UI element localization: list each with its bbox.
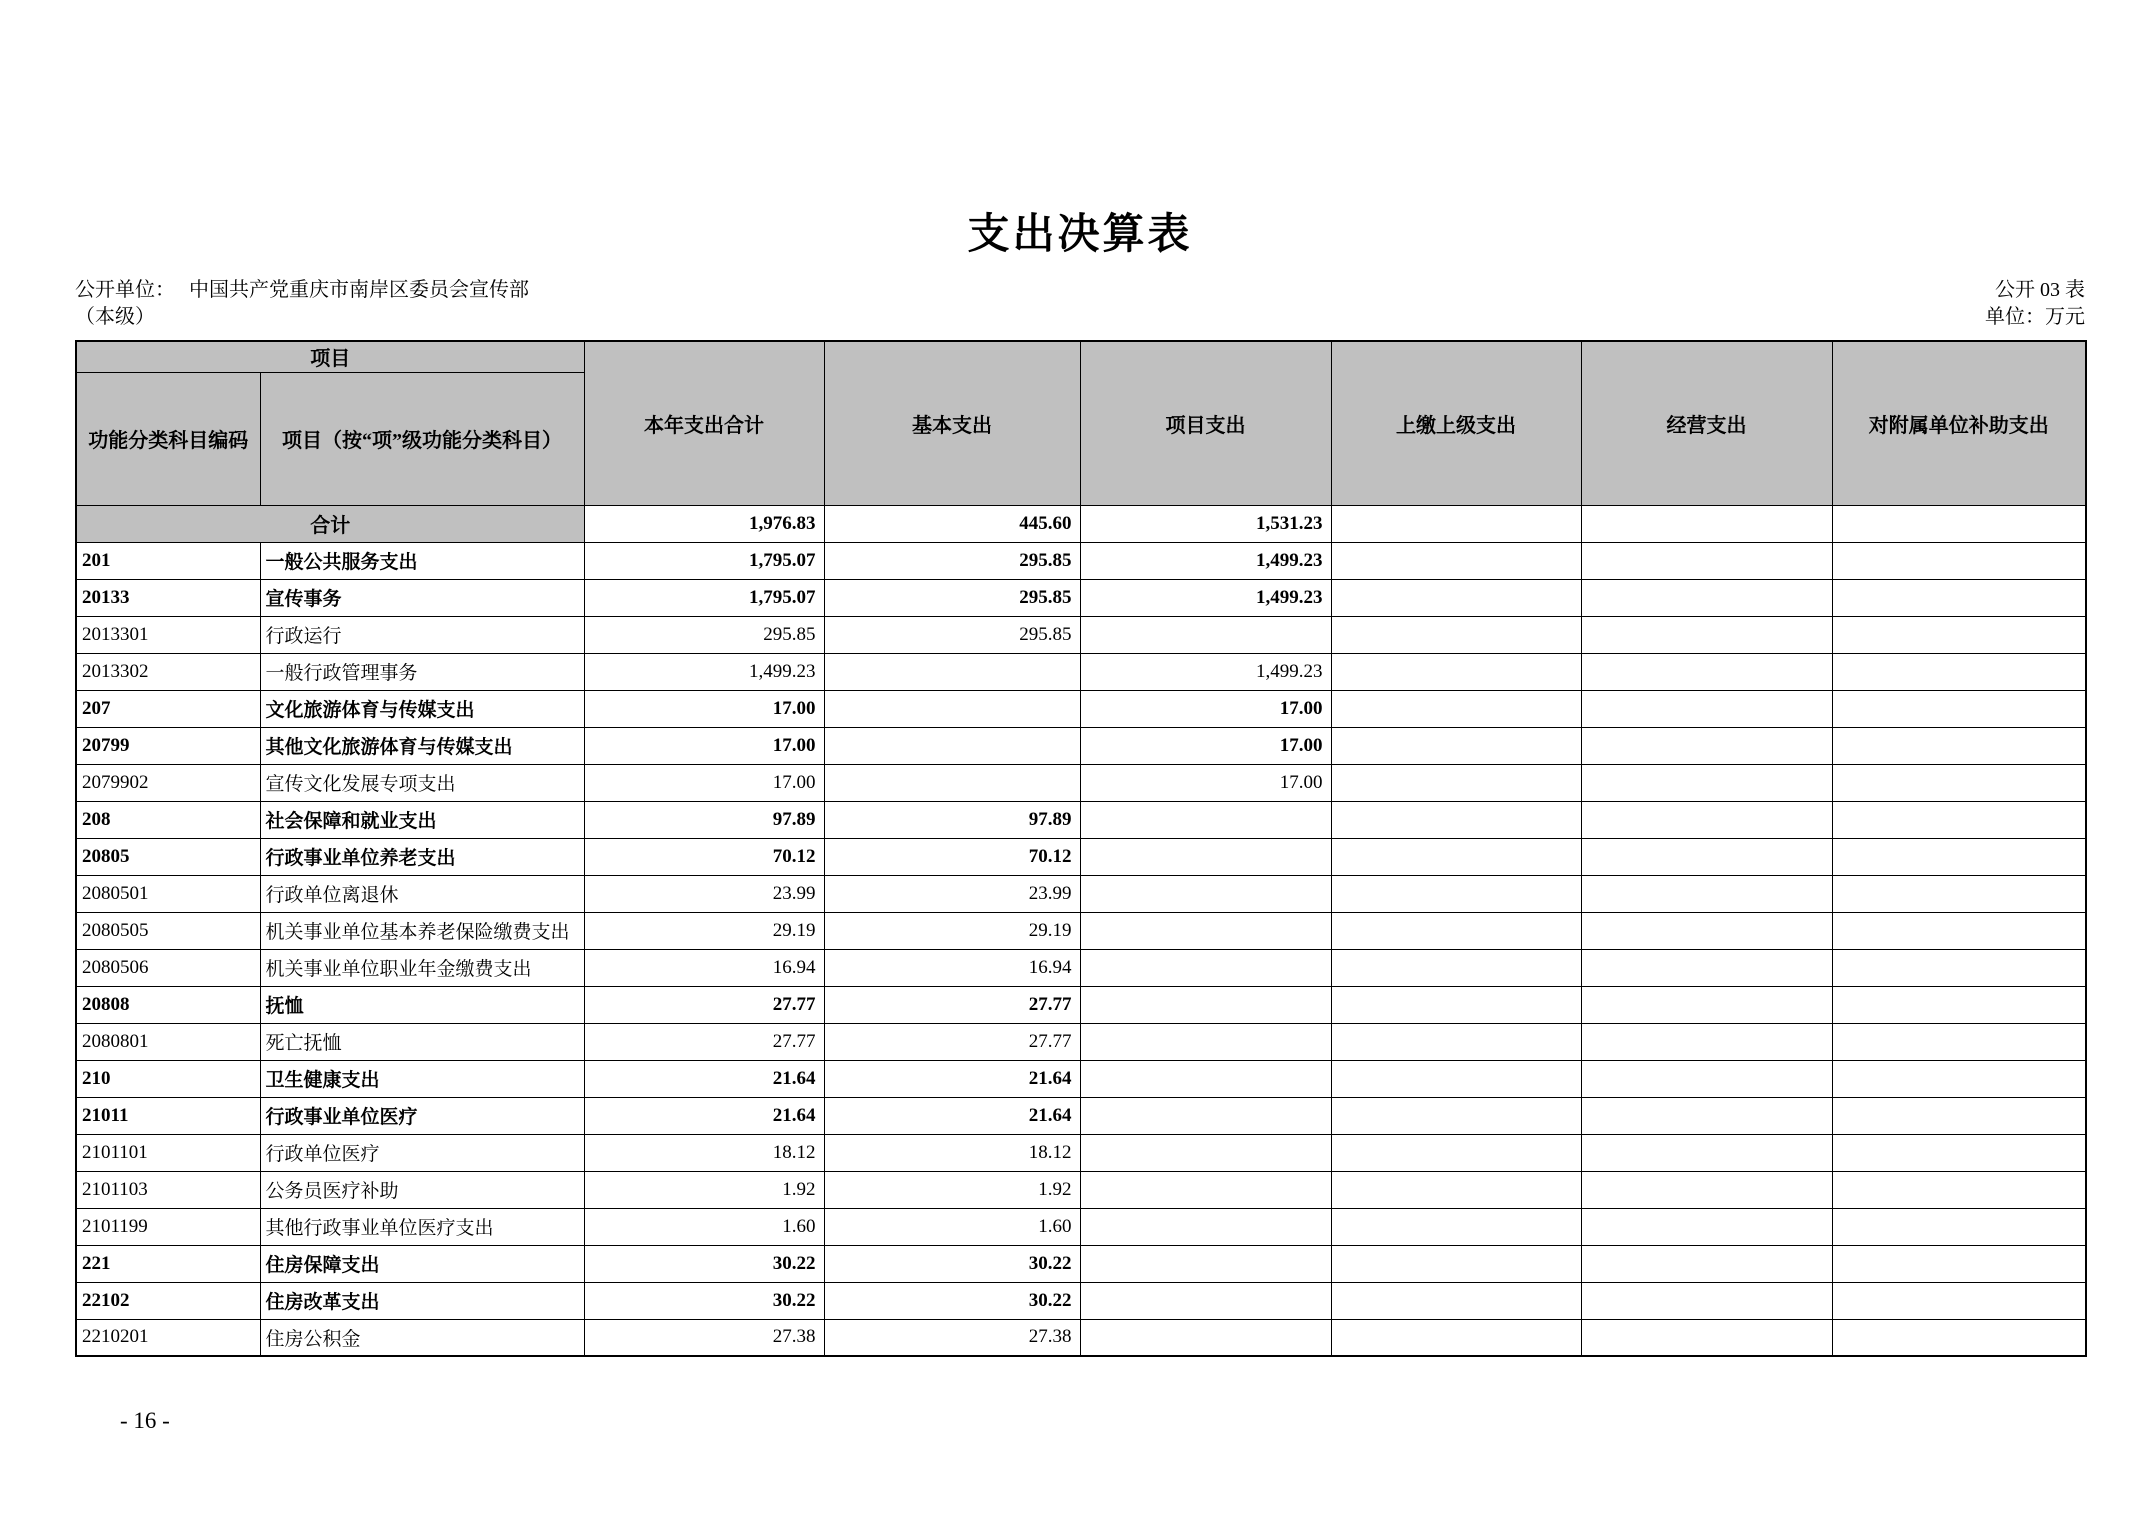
row-value-cell-2 — [1080, 949, 1331, 986]
row-value-cell-5 — [1832, 801, 2086, 838]
table-row — [76, 801, 2086, 838]
row-value-cell-2: 1,499.23 — [1080, 653, 1331, 690]
row-value-cell-2 — [1080, 1208, 1331, 1245]
row-value-cell-3 — [1331, 801, 1581, 838]
row-code-cell: 2101199 — [76, 1208, 260, 1245]
row-item-cell: 宣传事务 — [260, 579, 584, 616]
row-value-cell-5 — [1832, 1319, 2086, 1356]
row-value-cell-5 — [1832, 579, 2086, 616]
row-value-cell-5 — [1832, 1208, 2086, 1245]
row-value-cell-0: 27.77 — [584, 1023, 824, 1060]
total-value-cell-4 — [1581, 505, 1832, 542]
row-value-cell-2 — [1080, 875, 1331, 912]
meta-unit-line — [75, 277, 529, 304]
table-row — [76, 764, 2086, 801]
row-value-cell-0: 21.64 — [584, 1097, 824, 1134]
row-value-cell-1 — [824, 764, 1080, 801]
row-value-cell-1: 30.22 — [824, 1245, 1080, 1282]
row-item-cell: 宣传文化发展专项支出 — [260, 764, 584, 801]
row-value-cell-4 — [1581, 1282, 1832, 1319]
header-value-column-4: 经营支出 — [1581, 341, 1832, 505]
row-value-cell-5 — [1832, 1060, 2086, 1097]
row-value-cell-1: 29.19 — [824, 912, 1080, 949]
table-row — [76, 653, 2086, 690]
table-row — [76, 1023, 2086, 1060]
row-value-cell-2 — [1080, 1282, 1331, 1319]
table-row — [76, 1171, 2086, 1208]
row-code-cell: 2210201 — [76, 1319, 260, 1356]
row-item-cell: 文化旅游体育与传媒支出 — [260, 690, 584, 727]
row-value-cell-4 — [1581, 1097, 1832, 1134]
row-value-cell-1: 27.38 — [824, 1319, 1080, 1356]
expenditure-table — [75, 340, 2087, 1357]
table-row — [76, 1282, 2086, 1319]
row-item-cell: 行政事业单位养老支出 — [260, 838, 584, 875]
table-header — [76, 341, 2086, 505]
meta-unit-level: （本级） — [75, 306, 155, 328]
document-content — [75, 0, 2085, 1357]
row-value-cell-1: 97.89 — [824, 801, 1080, 838]
row-item-cell: 机关事业单位职业年金缴费支出 — [260, 949, 584, 986]
row-value-cell-0: 18.12 — [584, 1134, 824, 1171]
row-item-cell: 住房保障支出 — [260, 1245, 584, 1282]
row-code-cell: 20805 — [76, 838, 260, 875]
row-item-cell: 其他文化旅游体育与传媒支出 — [260, 727, 584, 764]
row-item-cell: 住房公积金 — [260, 1319, 584, 1356]
row-value-cell-2 — [1080, 1319, 1331, 1356]
row-value-cell-0: 1,499.23 — [584, 653, 824, 690]
row-code-cell: 201 — [76, 542, 260, 579]
row-value-cell-2 — [1080, 1171, 1331, 1208]
row-value-cell-4 — [1581, 912, 1832, 949]
row-code-cell: 20133 — [76, 579, 260, 616]
meta-unit-label: 公开单位： — [75, 279, 175, 301]
total-value-cell-5 — [1832, 505, 2086, 542]
table-row — [76, 1060, 2086, 1097]
row-value-cell-4 — [1581, 1060, 1832, 1097]
row-value-cell-5 — [1832, 1097, 2086, 1134]
row-value-cell-0: 17.00 — [584, 764, 824, 801]
row-value-cell-0: 29.19 — [584, 912, 824, 949]
row-value-cell-1: 295.85 — [824, 542, 1080, 579]
row-value-cell-5 — [1832, 1023, 2086, 1060]
row-code-cell: 210 — [76, 1060, 260, 1097]
table-row — [76, 1208, 2086, 1245]
row-value-cell-5 — [1832, 690, 2086, 727]
header-value-column-5: 对附属单位补助支出 — [1832, 341, 2086, 505]
header-value-column-3: 上缴上级支出 — [1331, 341, 1581, 505]
row-code-cell: 207 — [76, 690, 260, 727]
row-item-cell: 行政运行 — [260, 616, 584, 653]
row-value-cell-1 — [824, 653, 1080, 690]
row-value-cell-5 — [1832, 912, 2086, 949]
row-value-cell-5 — [1832, 986, 2086, 1023]
row-value-cell-1: 21.64 — [824, 1060, 1080, 1097]
row-value-cell-3 — [1331, 690, 1581, 727]
row-value-cell-0: 30.22 — [584, 1282, 824, 1319]
row-value-cell-3 — [1331, 1060, 1581, 1097]
row-value-cell-4 — [1581, 1208, 1832, 1245]
row-item-cell: 行政单位离退休 — [260, 875, 584, 912]
row-value-cell-4 — [1581, 579, 1832, 616]
header-code-column: 功能分类科目编码 — [76, 372, 260, 505]
total-row — [76, 505, 2086, 542]
total-row-label: 合计 — [76, 505, 584, 542]
row-value-cell-1 — [824, 690, 1080, 727]
table-row — [76, 1134, 2086, 1171]
row-value-cell-0: 295.85 — [584, 616, 824, 653]
row-value-cell-2 — [1080, 801, 1331, 838]
document-meta — [75, 277, 2085, 331]
row-value-cell-0: 17.00 — [584, 690, 824, 727]
row-code-cell: 2080506 — [76, 949, 260, 986]
row-code-cell: 2101101 — [76, 1134, 260, 1171]
row-value-cell-2 — [1080, 1023, 1331, 1060]
row-code-cell: 21011 — [76, 1097, 260, 1134]
row-value-cell-0: 1,795.07 — [584, 542, 824, 579]
row-value-cell-0: 1.92 — [584, 1171, 824, 1208]
table-row — [76, 912, 2086, 949]
row-item-cell: 抚恤 — [260, 986, 584, 1023]
row-value-cell-1: 16.94 — [824, 949, 1080, 986]
table-row — [76, 542, 2086, 579]
meta-table-code: 公开 03 表 — [1995, 279, 2085, 301]
row-code-cell: 2080501 — [76, 875, 260, 912]
row-code-cell: 2079902 — [76, 764, 260, 801]
row-value-cell-0: 1,795.07 — [584, 579, 824, 616]
row-value-cell-2: 17.00 — [1080, 727, 1331, 764]
header-project-group: 项目 — [76, 341, 584, 372]
table-row — [76, 986, 2086, 1023]
row-item-cell: 死亡抚恤 — [260, 1023, 584, 1060]
row-item-cell: 一般行政管理事务 — [260, 653, 584, 690]
row-value-cell-1: 1.92 — [824, 1171, 1080, 1208]
row-value-cell-3 — [1331, 616, 1581, 653]
row-value-cell-3 — [1331, 1171, 1581, 1208]
row-value-cell-5 — [1832, 1171, 2086, 1208]
row-value-cell-1: 23.99 — [824, 875, 1080, 912]
table-row — [76, 727, 2086, 764]
row-value-cell-4 — [1581, 764, 1832, 801]
row-item-cell: 卫生健康支出 — [260, 1060, 584, 1097]
table-row — [76, 579, 2086, 616]
row-code-cell: 2080801 — [76, 1023, 260, 1060]
row-value-cell-5 — [1832, 542, 2086, 579]
table-row — [76, 1097, 2086, 1134]
row-value-cell-4 — [1581, 949, 1832, 986]
row-value-cell-3 — [1331, 1023, 1581, 1060]
row-value-cell-3 — [1331, 912, 1581, 949]
total-value-cell-1: 445.60 — [824, 505, 1080, 542]
row-value-cell-4 — [1581, 1134, 1832, 1171]
row-value-cell-1: 295.85 — [824, 579, 1080, 616]
row-value-cell-3 — [1331, 838, 1581, 875]
row-value-cell-5 — [1832, 727, 2086, 764]
meta-left — [75, 277, 529, 331]
table-row — [76, 875, 2086, 912]
row-value-cell-4 — [1581, 542, 1832, 579]
row-item-cell: 机关事业单位基本养老保险缴费支出 — [260, 912, 584, 949]
row-code-cell: 2080505 — [76, 912, 260, 949]
total-value-cell-2: 1,531.23 — [1080, 505, 1331, 542]
row-item-cell: 其他行政事业单位医疗支出 — [260, 1208, 584, 1245]
row-value-cell-0: 97.89 — [584, 801, 824, 838]
row-value-cell-4 — [1581, 653, 1832, 690]
row-value-cell-5 — [1832, 653, 2086, 690]
meta-unit-value: 中国共产党重庆市南岸区委员会宣传部 — [189, 279, 529, 301]
row-item-cell: 一般公共服务支出 — [260, 542, 584, 579]
row-value-cell-2 — [1080, 1097, 1331, 1134]
meta-right — [1985, 277, 2085, 331]
row-code-cell: 20808 — [76, 986, 260, 1023]
row-code-cell: 2101103 — [76, 1171, 260, 1208]
row-value-cell-2 — [1080, 986, 1331, 1023]
row-value-cell-0: 1.60 — [584, 1208, 824, 1245]
row-value-cell-0: 16.94 — [584, 949, 824, 986]
row-item-cell: 行政单位医疗 — [260, 1134, 584, 1171]
row-value-cell-1 — [824, 727, 1080, 764]
total-value-cell-3 — [1331, 505, 1581, 542]
row-value-cell-1: 27.77 — [824, 1023, 1080, 1060]
row-value-cell-3 — [1331, 875, 1581, 912]
row-value-cell-5 — [1832, 1282, 2086, 1319]
row-value-cell-1: 70.12 — [824, 838, 1080, 875]
row-value-cell-3 — [1331, 1282, 1581, 1319]
row-code-cell: 208 — [76, 801, 260, 838]
meta-unit-note: 单位：万元 — [1985, 306, 2085, 328]
row-value-cell-5 — [1832, 616, 2086, 653]
row-value-cell-4 — [1581, 727, 1832, 764]
row-value-cell-4 — [1581, 1023, 1832, 1060]
row-value-cell-2 — [1080, 616, 1331, 653]
row-value-cell-0: 21.64 — [584, 1060, 824, 1097]
row-value-cell-4 — [1581, 986, 1832, 1023]
row-value-cell-1: 1.60 — [824, 1208, 1080, 1245]
row-value-cell-2 — [1080, 1245, 1331, 1282]
row-item-cell: 行政事业单位医疗 — [260, 1097, 584, 1134]
row-code-cell: 2013302 — [76, 653, 260, 690]
row-value-cell-2 — [1080, 838, 1331, 875]
row-value-cell-3 — [1331, 1134, 1581, 1171]
row-value-cell-1: 30.22 — [824, 1282, 1080, 1319]
table-row — [76, 616, 2086, 653]
row-value-cell-3 — [1331, 1208, 1581, 1245]
row-item-cell: 住房改革支出 — [260, 1282, 584, 1319]
row-value-cell-0: 27.77 — [584, 986, 824, 1023]
row-value-cell-1: 27.77 — [824, 986, 1080, 1023]
header-value-column-1: 基本支出 — [824, 341, 1080, 505]
row-item-cell: 公务员医疗补助 — [260, 1171, 584, 1208]
row-value-cell-4 — [1581, 875, 1832, 912]
row-value-cell-3 — [1331, 949, 1581, 986]
row-value-cell-3 — [1331, 764, 1581, 801]
row-value-cell-5 — [1832, 764, 2086, 801]
header-item-column: 项目（按“项”级功能分类科目） — [260, 372, 584, 505]
row-code-cell: 221 — [76, 1245, 260, 1282]
row-value-cell-2: 17.00 — [1080, 764, 1331, 801]
row-code-cell: 22102 — [76, 1282, 260, 1319]
row-value-cell-3 — [1331, 986, 1581, 1023]
table-row — [76, 838, 2086, 875]
row-value-cell-4 — [1581, 616, 1832, 653]
row-value-cell-3 — [1331, 542, 1581, 579]
total-value-cell-0: 1,976.83 — [584, 505, 824, 542]
row-value-cell-4 — [1581, 690, 1832, 727]
row-value-cell-2: 1,499.23 — [1080, 579, 1331, 616]
header-value-column-0: 本年支出合计 — [584, 341, 824, 505]
row-value-cell-1: 295.85 — [824, 616, 1080, 653]
row-value-cell-1: 21.64 — [824, 1097, 1080, 1134]
row-value-cell-2 — [1080, 912, 1331, 949]
row-value-cell-3 — [1331, 1319, 1581, 1356]
row-value-cell-5 — [1832, 838, 2086, 875]
row-value-cell-0: 23.99 — [584, 875, 824, 912]
row-value-cell-5 — [1832, 875, 2086, 912]
row-value-cell-0: 17.00 — [584, 727, 824, 764]
table-row — [76, 1319, 2086, 1356]
page-number: - 16 - — [120, 1408, 170, 1433]
row-value-cell-0: 27.38 — [584, 1319, 824, 1356]
row-value-cell-2: 1,499.23 — [1080, 542, 1331, 579]
row-value-cell-1: 18.12 — [824, 1134, 1080, 1171]
page-title: 支出决算表 — [967, 212, 1193, 258]
table-row — [76, 690, 2086, 727]
row-value-cell-3 — [1331, 1097, 1581, 1134]
row-item-cell: 社会保障和就业支出 — [260, 801, 584, 838]
row-value-cell-4 — [1581, 1245, 1832, 1282]
table-row — [76, 949, 2086, 986]
row-value-cell-0: 30.22 — [584, 1245, 824, 1282]
row-value-cell-3 — [1331, 1245, 1581, 1282]
table-row — [76, 1245, 2086, 1282]
row-value-cell-4 — [1581, 838, 1832, 875]
row-value-cell-4 — [1581, 801, 1832, 838]
row-value-cell-4 — [1581, 1171, 1832, 1208]
row-value-cell-5 — [1832, 1245, 2086, 1282]
row-value-cell-5 — [1832, 949, 2086, 986]
header-value-column-2: 项目支出 — [1080, 341, 1331, 505]
row-value-cell-3 — [1331, 653, 1581, 690]
row-value-cell-4 — [1581, 1319, 1832, 1356]
row-value-cell-3 — [1331, 727, 1581, 764]
row-value-cell-3 — [1331, 579, 1581, 616]
row-code-cell: 20799 — [76, 727, 260, 764]
row-value-cell-0: 70.12 — [584, 838, 824, 875]
row-value-cell-2 — [1080, 1060, 1331, 1097]
header-group-row — [76, 341, 2086, 372]
row-code-cell: 2013301 — [76, 616, 260, 653]
row-value-cell-2: 17.00 — [1080, 690, 1331, 727]
table-body — [76, 505, 2086, 1356]
row-value-cell-5 — [1832, 1134, 2086, 1171]
row-value-cell-2 — [1080, 1134, 1331, 1171]
